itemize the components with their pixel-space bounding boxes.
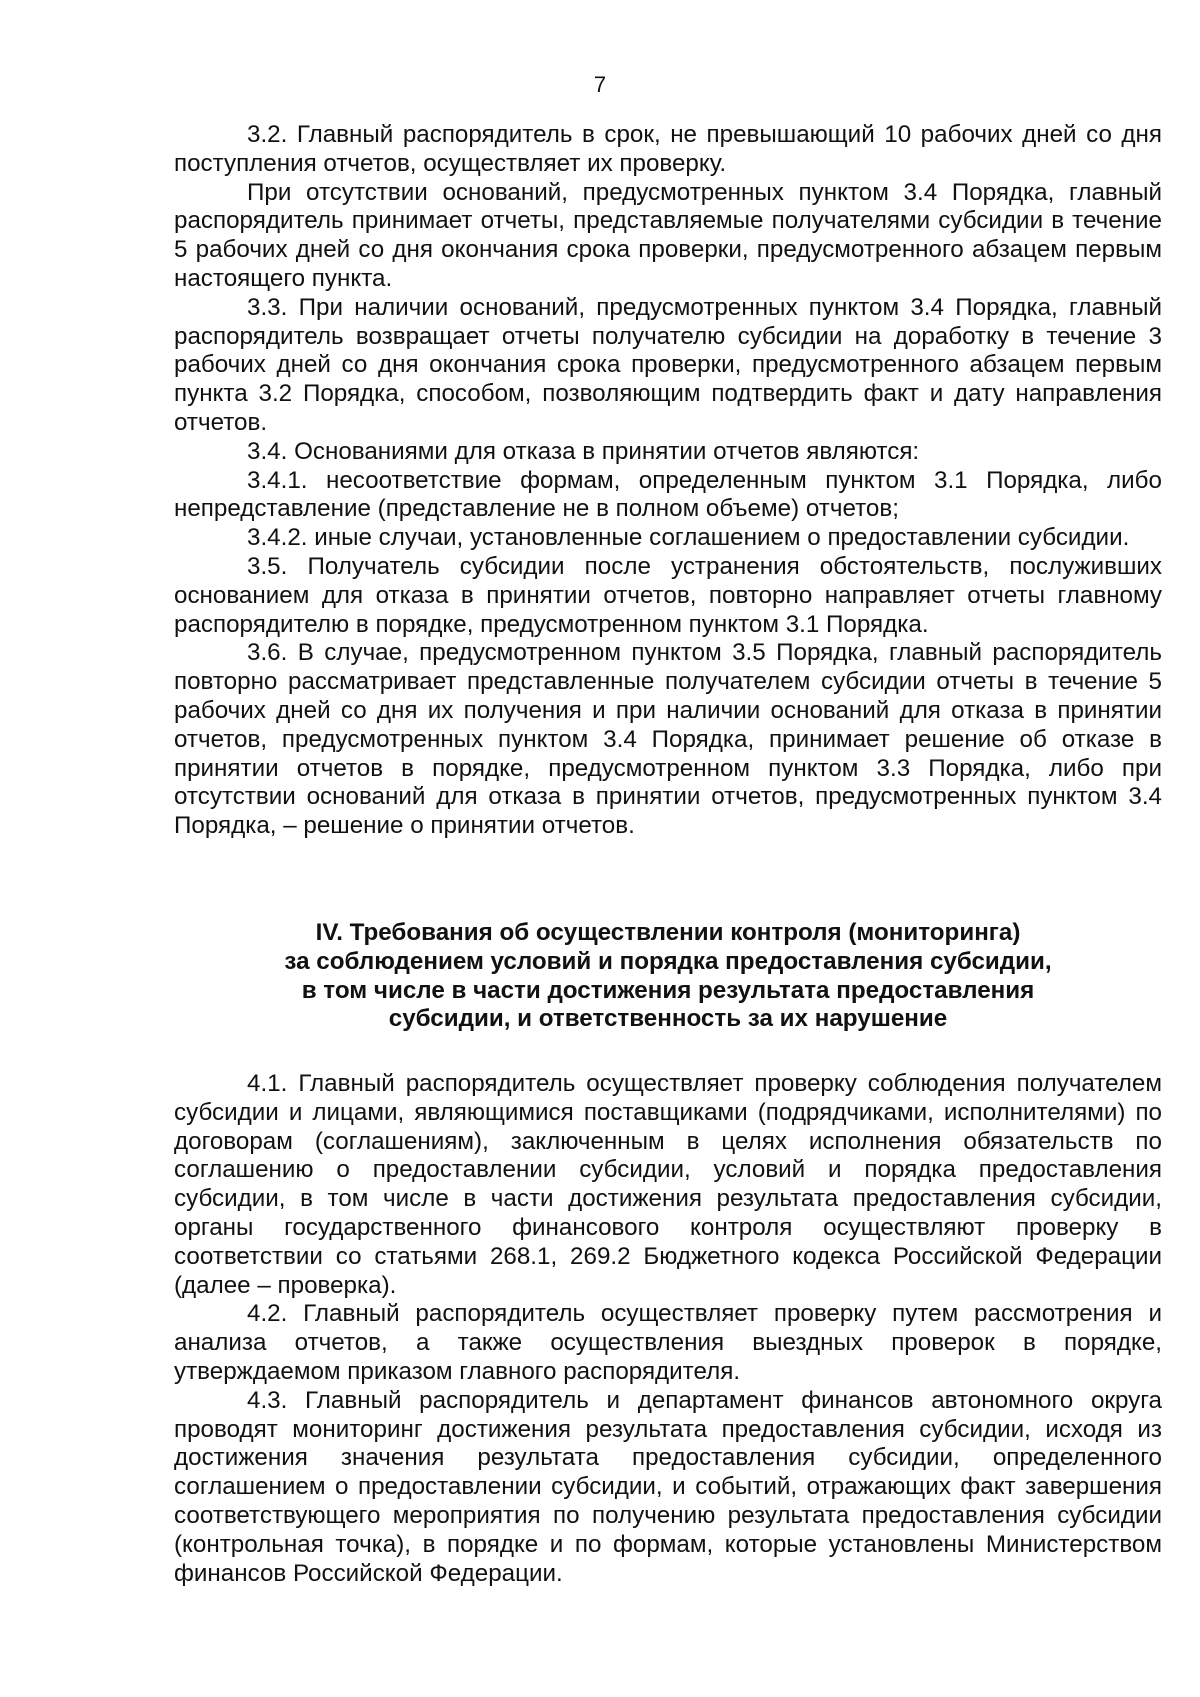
section-heading [174, 919, 1162, 1034]
paragraph-3-6: 3.6. В случае, предусмотренном пунктом 3.5 Порядка, главный распорядитель повторно рассматривает представленные получателем субсидии отчеты в течение 5 рабочих дней со дня их получения и при наличии оснований для отказа в принятии отчетов, предусмотренных пунктом 3.4 Порядка, принимает решение об отказе в принятии отчетов в порядке, предусмотренном пунктом 3.3 Порядка, либо при отсутствии оснований для отказа в принятии отчетов, предусмотренных пунктом 3.4 Порядка, – решение о принятии отчетов. [174, 639, 1162, 840]
paragraph-3-2-second: При отсутствии оснований, предусмотренных пунктом 3.4 Порядка, главный распорядитель принимает отчеты, представляемые получателями субсидии в течение 5 рабочих дней со дня окончания срока проверки, предусмотренного абзацем первым настоящего пункта. [174, 178, 1162, 292]
paragraph-3-4-1: 3.4.1. несоответствие формам, определенным пунктом 3.1 Порядка, либо непредставление (представление не в полном объеме) отчетов; [174, 466, 1162, 523]
paragraph-3-3: 3.3. При наличии оснований, предусмотренных пунктом 3.4 Порядка, главный распорядитель возвращает отчеты получателю субсидии на доработку в течение 3 рабочих дней со дня окончания срока проверки, предусмотренного абзацем первым пункта 3.2 Порядка, способом, позволяющим подтвердить факт и дату направления отчетов. [174, 293, 1162, 436]
page-number: 7 [593, 72, 607, 97]
section-4-text [174, 1070, 1162, 1588]
paragraph-3-2: 3.2. Главный распорядитель в срок, не превышающий 10 рабочих дней со дня поступления отчетов, осуществляет их проверку. [174, 121, 1162, 177]
paragraph-3-4-2: 3.4.2. иные случаи, установленные соглашением о предоставлении субсидии. [247, 524, 1130, 552]
paragraph-4-3: 4.3. Главный распорядитель и департамент финансов автономного округа проводят мониторинг достижения результата предоставления субсидии, исходя из достижения значения результата предоставления субсидии, определенного соглашением о предоставлении субсидии, и событий, отражающих факт завершения соответствующего мероприятия по получению результата предоставления субсидии (контрольная точка), в порядке и по формам, которые установлены Министерством финансов Российской Федерации. [174, 1386, 1162, 1587]
paragraph-4-1: 4.1. Главный распорядитель осуществляет проверку соблюдения получателем субсидии и лицами, являющимися поставщиками (подрядчиками, исполнителями) по договорам (соглашениям), заключенным в целях исполнения обязательств по соглашению о предоставлении субсидии, условий и порядка предоставления субсидии, в том числе в части достижения результата предоставления субсидии, органы государственного финансового контроля осуществляют проверку в соответствии со статьями 268.1, 269.2 Бюджетного кодекса Российской Федерации (далее – проверка). [174, 1070, 1162, 1299]
section-3-text [174, 121, 1162, 841]
section-heading-line: субсидии, и ответственность за их нарушение [388, 1005, 948, 1033]
paragraph-4-2: 4.2. Главный распорядитель осуществляет проверку путем рассмотрения и анализа отчетов, а также осуществления выездных проверок в порядке, утверждаемом приказом главного распорядителя. [174, 1300, 1162, 1385]
paragraph-3-5: 3.5. Получатель субсидии после устранения обстоятельств, послуживших основанием для отказа в принятии отчетов, повторно направляет отчеты главному распорядителю в порядке, предусмотренном пунктом 3.1 Порядка. [174, 552, 1162, 638]
paragraph-3-4: 3.4. Основаниями для отказа в принятии отчетов являются: [247, 437, 920, 465]
section-heading-line: в том числе в части достижения результата предоставления [301, 976, 1035, 1004]
section-heading-line: IV. Требования об осуществлении контроля (мониторинга) [315, 919, 1021, 946]
section-heading-line: за соблюдением условий и порядка предоставления субсидии, [284, 947, 1052, 975]
